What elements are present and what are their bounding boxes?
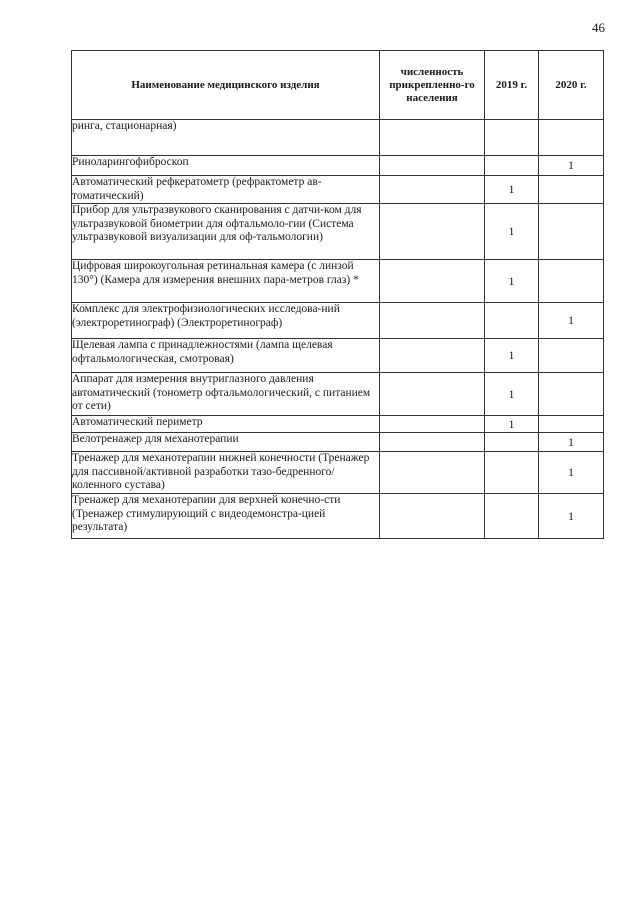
cell-2019: 1	[485, 373, 539, 416]
cell-population	[380, 156, 485, 176]
cell-2019	[485, 303, 539, 339]
table-row	[72, 339, 604, 373]
cell-name: Аппарат для измерения внутриглазного давления автоматический (тонометр офтальмологический, с питанием от сети)	[72, 373, 380, 416]
page-number: 46	[592, 20, 605, 35]
cell-2020: 1	[539, 303, 604, 339]
cell-name: Автоматический периметр	[72, 416, 380, 433]
header-name: Наименование медицинского изделия	[72, 51, 380, 120]
header-population: численность прикрепленно-го населения	[380, 51, 485, 120]
cell-2019	[485, 433, 539, 452]
cell-2020	[539, 260, 604, 303]
cell-name: Тренажер для механотерапии нижней конечности (Тренажер для пассивной/активной разработки тазо-бедренного/коленного сустава)	[72, 452, 380, 494]
table-row	[72, 303, 604, 339]
cell-2020	[539, 339, 604, 373]
cell-2020	[539, 176, 604, 204]
cell-2019	[485, 120, 539, 156]
cell-name: Цифровая широкоугольная ретинальная камера (с линзой 130°) (Камера для измерения внешних пара-метров глаз) *	[72, 260, 380, 303]
cell-name: Щелевая лампа с принадлежностями (лампа щелевая офтальмологическая, смотровая)	[72, 339, 380, 373]
table-row	[72, 433, 604, 452]
table-row	[72, 416, 604, 433]
cell-population	[380, 433, 485, 452]
cell-population	[380, 176, 485, 204]
cell-2020	[539, 204, 604, 260]
cell-2019	[485, 494, 539, 539]
cell-2019	[485, 156, 539, 176]
table-header-row	[72, 51, 604, 120]
cell-population	[380, 339, 485, 373]
cell-2020	[539, 416, 604, 433]
cell-population	[380, 204, 485, 260]
table-row	[72, 373, 604, 416]
cell-name: Прибор для ультразвукового сканирования с датчи-ком для ультразвуковой биометрии для офтальмоло-гии (Система ультразвуковой визуализации для оф-тальмологии)	[72, 204, 380, 260]
cell-2020	[539, 120, 604, 156]
cell-population	[380, 260, 485, 303]
cell-2019: 1	[485, 339, 539, 373]
cell-2020: 1	[539, 494, 604, 539]
table-row	[72, 260, 604, 303]
cell-2020: 1	[539, 433, 604, 452]
table-row	[72, 176, 604, 204]
cell-2019: 1	[485, 176, 539, 204]
header-2020: 2020 г.	[539, 51, 604, 120]
cell-population	[380, 373, 485, 416]
table-row	[72, 120, 604, 156]
cell-2020: 1	[539, 452, 604, 494]
equipment-table	[71, 50, 604, 539]
cell-2020: 1	[539, 156, 604, 176]
header-2019: 2019 г.	[485, 51, 539, 120]
cell-2019: 1	[485, 416, 539, 433]
cell-population	[380, 303, 485, 339]
cell-2019: 1	[485, 260, 539, 303]
cell-name: Тренажер для механотерапии для верхней конечно-сти (Тренажер стимулирующий с видеодемонстра-цией результата)	[72, 494, 380, 539]
table-row	[72, 452, 604, 494]
cell-name: Комплекс для электрофизиологических исследова-ний (электроретинограф) (Электроретинограф)	[72, 303, 380, 339]
cell-population	[380, 120, 485, 156]
cell-name: Автоматический рефкератометр (рефрактометр ав-томатический)	[72, 176, 380, 204]
cell-2019: 1	[485, 204, 539, 260]
cell-2019	[485, 452, 539, 494]
cell-name: Велотренажер для механотерапии	[72, 433, 380, 452]
table-row	[72, 494, 604, 539]
table-row	[72, 156, 604, 176]
table-row	[72, 204, 604, 260]
cell-name: ринга, стационарная)	[72, 120, 380, 156]
cell-population	[380, 416, 485, 433]
cell-2020	[539, 373, 604, 416]
cell-population	[380, 494, 485, 539]
cell-name: Риноларингофиброскоп	[72, 156, 380, 176]
cell-population	[380, 452, 485, 494]
